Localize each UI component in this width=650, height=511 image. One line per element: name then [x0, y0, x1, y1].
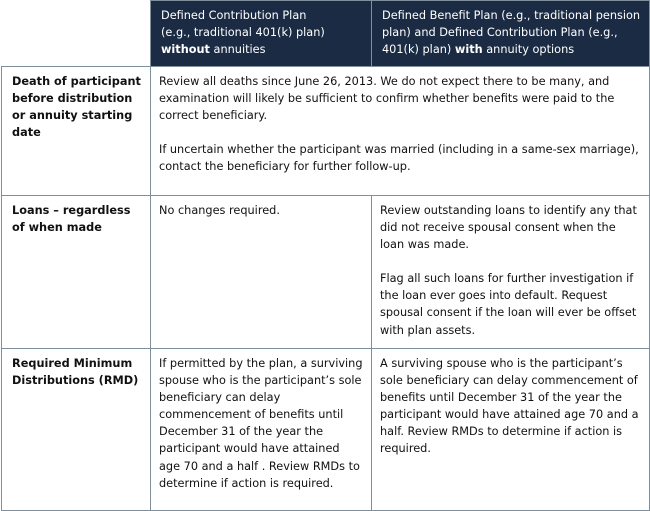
rmd-dc-text: If permitted by the plan, a surviving spouse who is the participant’s sole beneficiary can delay commencement of benefits until December 31 of the year the participant would have attained age 70 and a half . Review RMDs to determine if action is required. [159, 357, 363, 490]
cell-loans-dc [151, 196, 372, 349]
death-paragraph-1: Review all deaths since June 26, 2013. We do not expect there to be many, and examination will likely be sufficient to confirm whether benefits were paid to the correct beneficiary. [159, 75, 615, 123]
loans-db-paragraph-1: Review outstanding loans to identify any that did not receive spousal consent when the loan was made. [380, 204, 637, 252]
table-row-rmd [2, 349, 650, 511]
rmd-db-text: A surviving spouse who is the participant’s sole beneficiary can delay commencement of benefits until December 31 of the year the participant would have attained age 70 and a half. Review RMDs to determine if action is required. [380, 357, 639, 456]
cell-death-merged [151, 67, 650, 196]
cell-rmd-db [372, 349, 650, 511]
table-row-death [2, 67, 650, 196]
dc-header-tail: annuities [209, 43, 266, 57]
row-label-death: Death of participant before distribution or annuity starting date [2, 67, 151, 196]
db-header-bold: with [454, 43, 483, 57]
loans-dc-text: No changes required. [159, 204, 280, 217]
cell-rmd-dc [151, 349, 372, 511]
row-label-rmd: Required Minimum Distributions (RMD) [2, 349, 151, 511]
header-defined-contribution [151, 1, 372, 67]
header-row [2, 1, 650, 67]
header-empty-cell [2, 1, 151, 67]
row-label-loans: Loans – regardless of when made [2, 196, 151, 349]
db-header-text: Defined Benefit Plan (e.g., traditional pension plan) and Defined Contribution Plan (e.g., 401(k) plan) [382, 9, 641, 57]
table-row-loans [2, 196, 650, 349]
header-defined-benefit [372, 1, 650, 67]
loans-db-paragraph-2: Flag all such loans for further investigation if the loan ever goes into default. Request spousal consent if the loan will ever be offset with plan assets. [380, 272, 637, 337]
dc-header-line1: Defined Contribution Plan [161, 9, 307, 22]
dc-header-bold: without [161, 43, 210, 57]
dc-header-line2: (e.g., traditional 401(k) plan) [161, 26, 325, 40]
plan-comparison-table [1, 0, 650, 511]
death-paragraph-2: If uncertain whether the participant was married (including in a same-sex marriage), contact the beneficiary for further follow-up. [159, 143, 639, 174]
db-header-tail: annuity options [482, 43, 575, 57]
cell-loans-db [372, 196, 650, 349]
